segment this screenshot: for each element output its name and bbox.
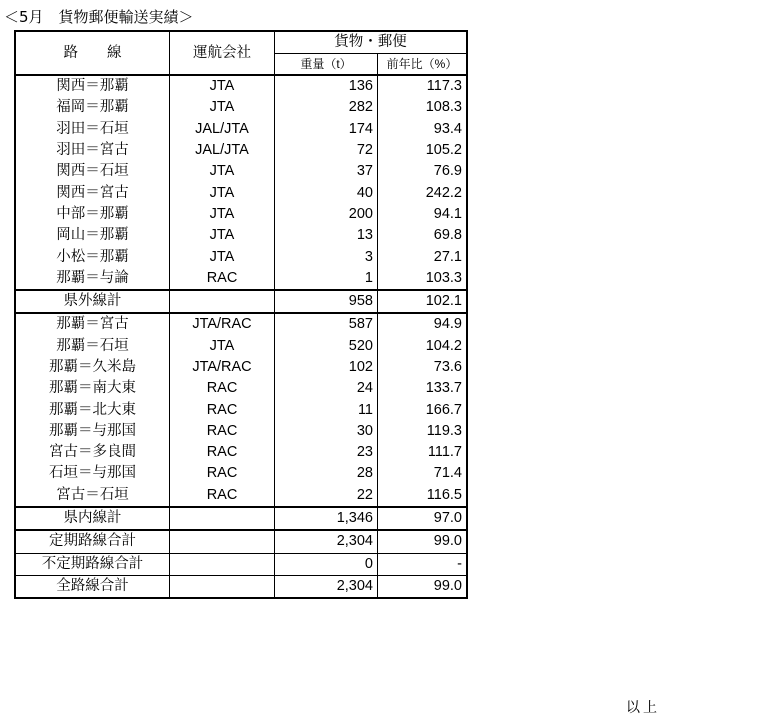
table-row (15, 399, 467, 420)
weight-cell: 136 (275, 75, 378, 97)
table-row (15, 442, 467, 463)
total-row (15, 530, 467, 553)
carrier-cell: JAL/JTA (170, 119, 275, 140)
ratio-cell: 104.2 (378, 336, 468, 357)
table-row (15, 246, 467, 267)
carrier-cell (170, 507, 275, 530)
weight-cell: 2,304 (275, 575, 378, 598)
weight-cell: 40 (275, 182, 378, 203)
ratio-cell: 166.7 (378, 399, 468, 420)
weight-cell: 1 (275, 268, 378, 290)
carrier-cell (170, 530, 275, 553)
weight-cell: 28 (275, 463, 378, 484)
header-route: 路 線 (15, 31, 170, 75)
weight-cell: 2,304 (275, 530, 378, 553)
weight-cell: 282 (275, 97, 378, 118)
table-row (15, 336, 467, 357)
ratio-cell: 102.1 (378, 290, 468, 313)
weight-cell: 11 (275, 399, 378, 420)
subtotal-row-out-of-prefecture (15, 290, 467, 313)
ratio-cell: 94.9 (378, 313, 468, 335)
ratio-cell: 133.7 (378, 378, 468, 399)
table-row (15, 119, 467, 140)
route-cell: 岡山＝那覇 (15, 225, 170, 246)
route-cell: 羽田＝石垣 (15, 119, 170, 140)
route-cell: 不定期路線合計 (15, 553, 170, 575)
table-row (15, 268, 467, 290)
table-row (15, 463, 467, 484)
weight-cell: 200 (275, 204, 378, 225)
carrier-cell: JTA (170, 225, 275, 246)
ratio-cell: 27.1 (378, 246, 468, 267)
cargo-mail-table (14, 30, 468, 599)
route-cell: 羽田＝宮古 (15, 140, 170, 161)
table-row (15, 204, 467, 225)
weight-cell: 520 (275, 336, 378, 357)
weight-cell: 23 (275, 442, 378, 463)
weight-cell: 72 (275, 140, 378, 161)
route-cell: 那覇＝石垣 (15, 336, 170, 357)
header-cargo-mail: 貨物・郵便 (275, 31, 468, 54)
route-cell: 宮古＝多良間 (15, 442, 170, 463)
weight-cell: 958 (275, 290, 378, 313)
ratio-cell: 93.4 (378, 119, 468, 140)
carrier-cell: RAC (170, 421, 275, 442)
route-cell: 県外線計 (15, 290, 170, 313)
weight-cell: 24 (275, 378, 378, 399)
ratio-cell: 73.6 (378, 357, 468, 378)
route-cell: 関西＝宮古 (15, 182, 170, 203)
route-cell: 那覇＝北大東 (15, 399, 170, 420)
route-cell: 定期路線合計 (15, 530, 170, 553)
weight-cell: 22 (275, 485, 378, 507)
route-cell: 宮古＝石垣 (15, 485, 170, 507)
weight-cell: 30 (275, 421, 378, 442)
ratio-cell: 69.8 (378, 225, 468, 246)
document-title: ＜5月 貨物郵便輸送実績＞ (4, 8, 194, 26)
carrier-cell: JTA (170, 97, 275, 118)
ratio-cell: - (378, 553, 468, 575)
route-cell: 福岡＝那覇 (15, 97, 170, 118)
carrier-cell (170, 553, 275, 575)
carrier-cell: RAC (170, 378, 275, 399)
route-cell: 那覇＝与那国 (15, 421, 170, 442)
carrier-cell (170, 575, 275, 598)
carrier-cell: RAC (170, 399, 275, 420)
weight-cell: 102 (275, 357, 378, 378)
carrier-cell: RAC (170, 485, 275, 507)
ratio-cell: 94.1 (378, 204, 468, 225)
ratio-cell: 105.2 (378, 140, 468, 161)
header-carrier: 運航会社 (170, 31, 275, 75)
weight-cell: 3 (275, 246, 378, 267)
carrier-cell: RAC (170, 268, 275, 290)
ratio-cell: 119.3 (378, 421, 468, 442)
table-row (15, 161, 467, 182)
weight-cell: 174 (275, 119, 378, 140)
weight-cell: 587 (275, 313, 378, 335)
table-row (15, 225, 467, 246)
header-row (15, 31, 467, 54)
table-row (15, 378, 467, 399)
carrier-cell: JTA/RAC (170, 357, 275, 378)
route-cell: 那覇＝与論 (15, 268, 170, 290)
carrier-cell: JTA (170, 204, 275, 225)
weight-cell: 1,346 (275, 507, 378, 530)
ratio-cell: 111.7 (378, 442, 468, 463)
weight-cell: 13 (275, 225, 378, 246)
ratio-cell: 108.3 (378, 97, 468, 118)
weight-cell: 37 (275, 161, 378, 182)
table-row (15, 75, 467, 97)
ratio-cell: 99.0 (378, 530, 468, 553)
carrier-cell: JAL/JTA (170, 140, 275, 161)
table-row (15, 485, 467, 507)
carrier-cell: JTA (170, 246, 275, 267)
route-cell: 関西＝那覇 (15, 75, 170, 97)
carrier-cell: JTA (170, 182, 275, 203)
ratio-cell: 97.0 (378, 507, 468, 530)
table-row (15, 182, 467, 203)
carrier-cell: JTA (170, 336, 275, 357)
table-row (15, 97, 467, 118)
route-cell: 那覇＝宮古 (15, 313, 170, 335)
carrier-cell: RAC (170, 442, 275, 463)
ratio-cell: 103.3 (378, 268, 468, 290)
ratio-cell: 71.4 (378, 463, 468, 484)
header-weight: 重量（t） (275, 54, 378, 76)
route-cell: 関西＝石垣 (15, 161, 170, 182)
total-row (15, 575, 467, 598)
table-row (15, 140, 467, 161)
header-ratio: 前年比（%） (378, 54, 468, 76)
carrier-cell: JTA (170, 75, 275, 97)
ratio-cell: 116.5 (378, 485, 468, 507)
table-row (15, 313, 467, 335)
weight-cell: 0 (275, 553, 378, 575)
ratio-cell: 76.9 (378, 161, 468, 182)
ratio-cell: 117.3 (378, 75, 468, 97)
route-cell: 中部＝那覇 (15, 204, 170, 225)
route-cell: 県内線計 (15, 507, 170, 530)
ratio-cell: 242.2 (378, 182, 468, 203)
carrier-cell: RAC (170, 463, 275, 484)
route-cell: 小松＝那覇 (15, 246, 170, 267)
table-row (15, 357, 467, 378)
route-cell: 石垣＝与那国 (15, 463, 170, 484)
total-row (15, 553, 467, 575)
subtotal-row-in-prefecture (15, 507, 467, 530)
carrier-cell: JTA (170, 161, 275, 182)
carrier-cell (170, 290, 275, 313)
table-row (15, 421, 467, 442)
route-cell: 那覇＝久米島 (15, 357, 170, 378)
route-cell: 那覇＝南大東 (15, 378, 170, 399)
closing-text: 以上 (626, 700, 660, 716)
ratio-cell: 99.0 (378, 575, 468, 598)
carrier-cell: JTA/RAC (170, 313, 275, 335)
route-cell: 全路線合計 (15, 575, 170, 598)
